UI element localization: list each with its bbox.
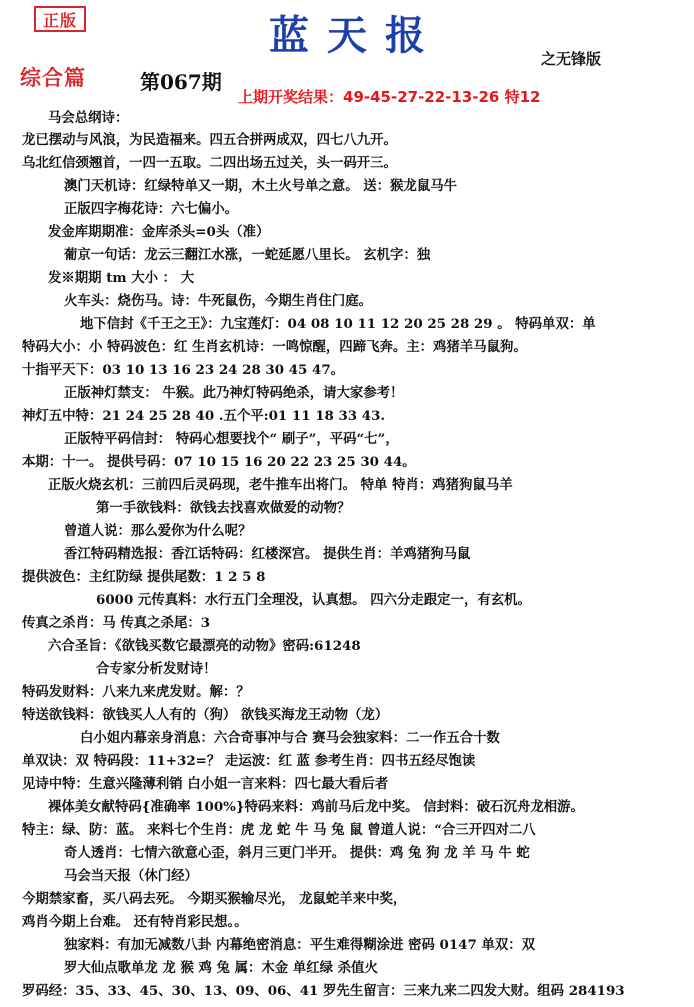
text-line: 6000 元传真料：水行五门全理没，认真想。 四六分走跟定一，有玄机。 <box>96 592 531 608</box>
text-line: 神灯五中特：21 24 25 28 40 .五个平:01 11 18 33 43. <box>22 408 386 424</box>
text-line: 奇人透肖：七情六欲意心歪，斜月三更门半开。 提供：鸡 兔 狗 龙 羊 马 牛 蛇 <box>64 845 530 861</box>
text-line: 合专家分析发财诗！ <box>96 661 217 677</box>
text-line: 葡京一句话：龙云三翻江水涨，一蛇延愿八里长。 玄机字：独 <box>64 247 431 263</box>
text-line: 特码大小：小 特码波色：红 生肖玄机诗：一鸣惊醒，四蹄飞奔。主：鸡猪羊马鼠狗。 <box>22 339 527 355</box>
text-line: 单双诀：双 特码段：11+32=？ 走运波：红 蓝 参考生肖：四书五经尽饱读 <box>22 753 476 769</box>
text-line: 曾道人说：那么爱你为什么呢？ <box>64 523 252 539</box>
text-line: 特送欲钱料：欲钱买人人有的（狗） 欲钱买海龙王动物（龙） <box>22 707 389 723</box>
edition-label: 之无锋版 <box>541 50 602 68</box>
text-line: 特码发财料：八来九来虎发财。解：？ <box>22 684 250 700</box>
text-line: 鸡肖今期上台难。 还有特肖彩民想。。 <box>22 914 248 930</box>
text-line: 第一手欲钱料：欲钱去找喜欢做爱的动物？ <box>96 500 351 516</box>
text-line: 龙已摆动与风浪，为民造福来。四五合拼两成双，四七八九开。 <box>22 132 397 148</box>
text-line: 马会总纲诗： <box>48 110 129 126</box>
text-line: 正版特平码信封： 特码心想要找个“ 刷子”，平码“七”， <box>64 431 399 447</box>
text-line: 裸体美女献特码{准确率 100%}特码来料：鸡前马后龙中奖。 信封料：破石沉舟龙相游。 <box>48 799 584 815</box>
text-line: 正版四字梅花诗：六七偏小。 <box>64 201 239 217</box>
text-line: 罗码经：35、33、45、30、13、09、06、41 罗先生留言：三来九来二四发大财。组码 284193 <box>22 983 625 999</box>
text-line: 白小姐内幕亲身消息：六合奇事冲与合 赛马会独家料：二一作五合十数 <box>80 730 500 746</box>
issue-number: 第067期 <box>140 70 222 94</box>
text-line: 正版火烧玄机：三前四后灵码现，老牛推车出将门。 特单 特肖：鸡猪狗鼠马羊 <box>48 477 513 493</box>
text-line: 传真之杀肖：马 传真之杀尾：3 <box>22 615 211 631</box>
text-line: 香江特码精选报：香江话特码：红楼深宫。 提供生肖：羊鸡猪狗马鼠 <box>64 546 471 562</box>
text-line: 澳门天机诗：红绿特单又一期，木土火号单之意。 送：猴龙鼠马牛 <box>64 178 457 194</box>
text-line: 火车头：烧伤马。诗：牛死鼠伤，今期生肖住门庭。 <box>64 293 372 309</box>
text-line: 发※期期 tm 大小 ： 大 <box>48 270 195 286</box>
text-line: 提供波色：主红防绿 提供尾数：1 2 5 8 <box>22 569 266 585</box>
text-line: 地下信封《千王之王》：九宝莲灯：04 08 10 11 12 20 25 28 29 。 特码单双：单 <box>80 316 596 332</box>
text-line: 马会当天报（休门经） <box>64 868 198 884</box>
text-line: 今期禁家畜，买八码去死。 今期买猴输尽光， 龙鼠蛇羊来中奖， <box>22 891 407 907</box>
genuine-edition-stamp: 正版 <box>34 6 86 32</box>
newspaper-masthead: 蓝天报 <box>269 12 443 59</box>
text-line: 乌北红信颈翘首，一四一五取。二四出场五过关，头一码开三。 <box>22 155 397 171</box>
text-line: 独家料：有加无减数八卦 内幕绝密消息：平生难得糊涂进 密码 0147 单双：双 <box>64 937 536 953</box>
text-line: 正版神灯禁支： 牛猴。此乃神灯特码绝杀，请大家参考！ <box>64 385 404 401</box>
text-line: 见诗中特：生意兴隆薄利销 白小姐一言来料：四七最大看后者 <box>22 776 389 792</box>
text-line: 本期：十一。 提供号码：07 10 15 16 20 22 23 25 30 44。 <box>22 454 416 470</box>
text-line: 罗大仙点歌单龙 龙 猴 鸡 兔 属：木金 单红绿 杀值火 <box>64 960 378 976</box>
text-line: 发金库期期准：金库杀头=0头（准） <box>48 224 270 240</box>
section-title: 综合篇 <box>20 65 86 90</box>
last-draw-result: 上期开奖结果：49-45-27-22-13-26 特12 <box>238 88 541 106</box>
text-line: 特主：绿、防：蓝。 来料七个生肖：虎 龙 蛇 牛 马 兔 鼠 曾道人说：“合三开四对二八 <box>22 822 536 838</box>
text-line: 六合圣旨：《欲钱买数它最漂亮的动物》密码:61248 <box>48 638 361 654</box>
text-line: 十指平天下：03 10 13 16 23 24 28 30 45 47。 <box>22 362 345 378</box>
